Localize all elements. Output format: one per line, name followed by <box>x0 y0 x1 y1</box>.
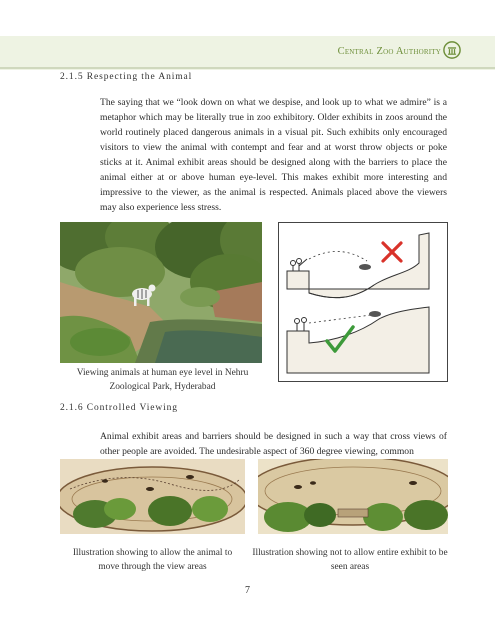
viewing-level-sketch <box>278 222 448 382</box>
section-heading-controlled: 2.1.6 Controlled Viewing <box>60 403 178 413</box>
left-caption-line1: Illustration showing to allow the animal to <box>72 548 233 558</box>
illustration-exhibit-view <box>258 459 448 534</box>
illustration-animal-movement <box>60 459 245 534</box>
paragraph-respecting: The saying that we “look down on what we despise, and look up to what we admire” is a metaphor which may be literally true in zoo exhibitory. Older exhibits in zoos around the world routinely placed dangerous animals in a visual pit. Such exhibits only encouraged visitors to view the animal with contempt and fear and at worst throw objects or poke sticks at it. Animal exhibit areas should be designed along with the barriers to place the animal either at or above human eye-level. This makes exhibit more interesting and impressive to the viewer, as the animal is respected. Animals placed above the viewers may also experience less stress. <box>100 97 447 213</box>
right-caption-line1: Illustration showing not to allow entire exhibit to be <box>252 548 448 558</box>
header-rule <box>0 67 495 69</box>
cross-mark <box>383 243 401 261</box>
paragraph-controlled: Animal exhibit areas and barriers should be designed in such a way that cross views of other people are avoided. The undesirable aspect of 360 degree viewing, common <box>100 431 447 457</box>
photo-caption-line1: Viewing animals at human eye level in Nehru <box>76 368 249 378</box>
cza-logo-icon <box>443 41 461 59</box>
zoo-photo <box>60 222 262 363</box>
illustration-left-caption <box>55 546 250 574</box>
illustration-right-caption <box>246 546 454 574</box>
page-number: 7 <box>245 585 250 596</box>
right-caption-line2: seen areas <box>330 562 370 572</box>
left-caption-line2: move through the view areas <box>98 562 207 572</box>
header-title: Central Zoo Authority <box>337 46 441 57</box>
section-heading-respecting: 2.1.5 Respecting the Animal <box>60 72 193 82</box>
photo-caption-line2: Zoological Park, Hyderabad <box>109 382 216 392</box>
photo-caption <box>55 366 270 394</box>
